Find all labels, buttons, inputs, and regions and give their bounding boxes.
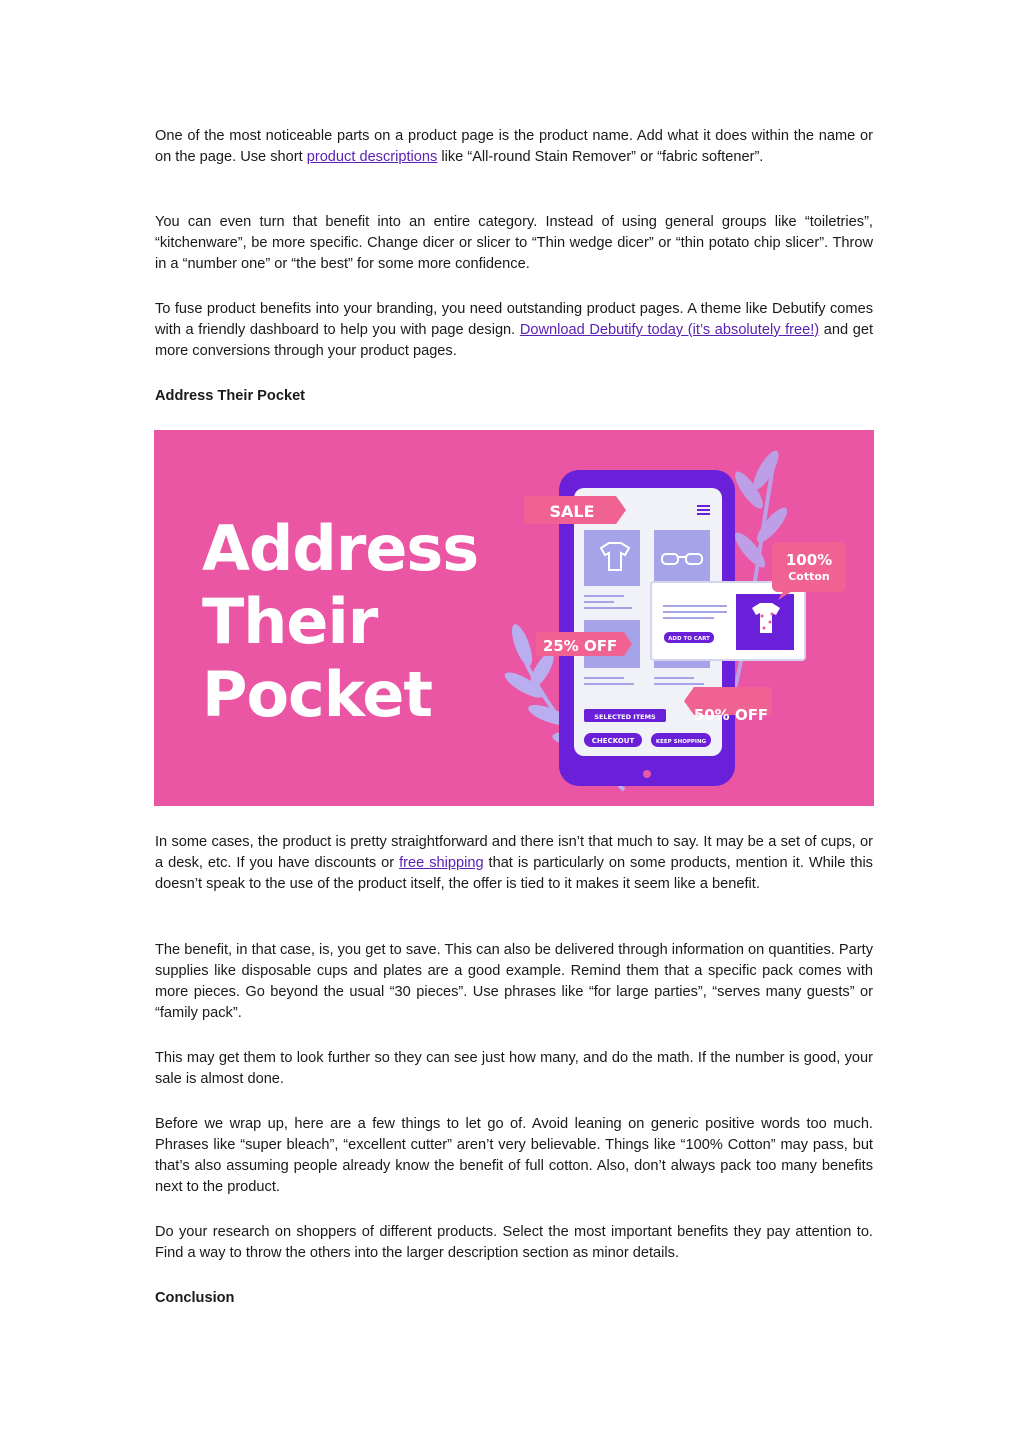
keep-shopping-label: KEEP SHOPPING	[655, 739, 707, 745]
paragraph-text: The benefit, in that case, is, you get to save. This can also be delivered through information on quantities. Party supplies like disposable cups and plates are a good example. Remind them that a specific pack comes with more pieces. Go beyond the usual “30 pieces”. Use phrases like “for large parties”, “serves many guests” or “family pack”.	[155, 942, 873, 1021]
paragraph-text: This may get them to look further so they can see just how many, and do the math. If the number is good, your sale is almost done.	[155, 1050, 873, 1087]
product-descriptions-link[interactable]: product descriptions	[306, 149, 438, 165]
paragraph-save	[155, 940, 873, 1024]
paragraph-branding	[155, 299, 873, 362]
checkout-label: CHECKOUT	[591, 737, 635, 745]
text: One of the most noticeable parts on a product page is the product name. Add what it does within the name or on the page. Use short	[155, 128, 873, 165]
banner-title	[202, 512, 478, 731]
banner-title-line: Pocket	[202, 658, 433, 731]
free-shipping-link[interactable]: free shipping	[399, 855, 484, 871]
text: like “All-round Stain Remover” or “fabric softener”.	[437, 149, 764, 165]
discount-50-label: 50% OFF	[693, 706, 769, 724]
banner-title-line: Address	[202, 512, 479, 585]
heading-address-their-pocket	[155, 386, 873, 407]
paragraph-let-go	[155, 1114, 873, 1198]
cotton-badge-percent: 100%	[785, 551, 833, 569]
selected-items-label: SELECTED ITEMS	[594, 713, 656, 721]
add-to-cart-label: ADD TO CART	[668, 636, 710, 642]
section-heading: Conclusion	[155, 1290, 235, 1306]
text: In some cases, the product is pretty straightforward and there isn’t that much to say. It may be a set of cups, or a desk, etc. If you have discounts or	[155, 834, 873, 871]
paragraph-do-the-math	[155, 1048, 873, 1090]
section-heading: Address Their Pocket	[155, 388, 306, 404]
paragraph-research	[155, 1222, 873, 1264]
text: and get more conversions through your product pages.	[155, 322, 874, 359]
text: that is particularly on some products, mention it. While this doesn’t speak to the use of the product itself, the offer is tied to it makes it seem like a benefit.	[155, 855, 873, 892]
sale-tag-label: SALE	[549, 502, 595, 521]
paragraph-product-name	[155, 126, 873, 168]
banner-title-line: Their	[202, 585, 378, 658]
paragraph-straightforward	[155, 832, 873, 895]
heading-conclusion	[155, 1288, 873, 1309]
paragraph-category	[155, 212, 873, 275]
cotton-badge-text: Cotton	[788, 570, 830, 583]
paragraph-text: You can even turn that benefit into an entire category. Instead of using general groups like “toiletries”, “kitchenware”, be more specific. Change dicer or slicer to “Thin wedge dicer” or “thin potato chip slicer”. Throw in a “number one” or “the best” for some more confidence.	[155, 214, 873, 272]
download-debutify-link[interactable]: Download Debutify today (it’s absolutely free!)	[519, 322, 820, 338]
paragraph-text: Do your research on shoppers of different products. Select the most important benefits they pay attention to. Find a way to throw the others into the larger description section as minor details.	[155, 1224, 873, 1261]
address-their-pocket-banner	[154, 430, 874, 806]
paragraph-text: Before we wrap up, here are a few things to let go of. Avoid leaning on generic positive words too much. Phrases like “super bleach”, “excellent cutter” aren’t very believable. Things like “100% Cotton” may pass, but that’s also assuming people already know the benefit of full cotton. Also, don’t always pack too many benefits next to the product.	[155, 1116, 873, 1195]
text: To fuse product benefits into your branding, you need outstanding product pages. A theme like Debutify comes with a friendly dashboard to help you with page design.	[155, 301, 873, 338]
discount-25-label: 25% OFF	[542, 637, 618, 655]
